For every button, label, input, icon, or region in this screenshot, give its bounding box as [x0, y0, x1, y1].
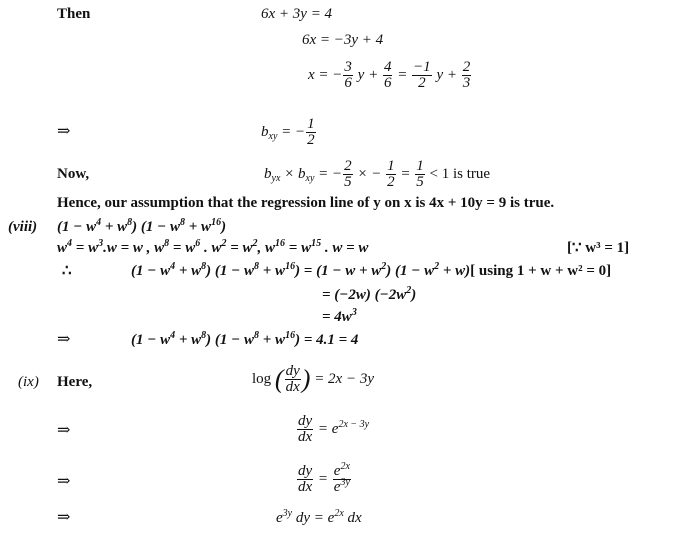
implies-arrow: ⇒ — [57, 331, 71, 348]
therefore-expression: $(1 - w^4 + w^8)$ $(1 - w^8 + w^{16}) = (1 - w + w^2)$ $(1 - w^2 + w)$[ using 1 + w + w² = 0] — [131, 261, 612, 279]
equation-log: log ( $\frac{dy}{dx}$ ) = 2x − 3y — [252, 363, 374, 396]
using-note: [ using 1 + w + w² = 0] — [470, 263, 612, 279]
equation-result: $(1 - w^4 + w^8)$ $(1 - w^8 + w^{16}) = 4.1 = 4$ — [131, 330, 359, 348]
equation-line-2: 6x = −3y + 4 — [302, 32, 384, 48]
implies-arrow: ⇒ — [57, 473, 71, 490]
implies-arrow: ⇒ — [57, 509, 71, 526]
implies-arrow: ⇒ — [57, 123, 71, 140]
label-viii: (viii) — [8, 219, 38, 235]
conclusion-text: Hence, our assumption that the regression line of y on x is 4x + 10y = 9 is true. — [57, 195, 555, 211]
equation-exp: $\frac{dy}{dx}$ = $e^{2x - 3y}$ — [298, 413, 370, 446]
equation-2w: = (−2w) $(-2w^2)$ — [322, 285, 417, 303]
equation-ratio: $\frac{dy}{dx}$ = $\frac{e^{2x}}{e^{3y}}$ — [298, 461, 350, 496]
equation-product: $b_{yx} \times b_{xy}$ = − $\frac{2}{5}$ × − $\frac{1}{2}$ = $\frac{1}{5}$ < 1 is true — [264, 158, 491, 191]
equation-separated: $e^{3y}$ dy = $e^{2x}$ dx — [276, 508, 362, 526]
viii-expression: $(1 - w^4 + w^8)$ $(1 - w^8 + w^{16})$ — [57, 217, 227, 235]
label-here: Here, — [57, 374, 93, 390]
result-text: = 4.1 = 4 — [303, 332, 359, 348]
equation-line-3: x = − $\frac{3}{6}$ y + $\frac{4}{6}$ = $\frac{-1}{2}$ y + $\frac{2}{3}$ — [308, 59, 471, 92]
log-rhs: = 2x − 3y — [314, 371, 374, 387]
w-powers-line: $w^4 = w^3.w = w$ , $w^8 = w^6$ . $w^2 = w^2$, $w^{16} = w^{15}$ . w = w — [57, 238, 369, 256]
equation-line-1: 6x + 3y = 4 — [261, 6, 333, 22]
reason-w3: [∵ w³ = 1] — [567, 240, 630, 256]
label-ix: (ix) — [18, 374, 39, 390]
implies-arrow: ⇒ — [57, 422, 71, 439]
equation-4w3: = $4w^3$ — [322, 307, 357, 325]
label-then: Then — [57, 6, 91, 22]
label-now: Now, — [57, 166, 90, 182]
is-true-text: < 1 is true — [429, 166, 491, 182]
therefore-symbol: ∴ — [62, 263, 72, 279]
exp-power: 2x − 3y — [338, 419, 370, 430]
equation-bxy: $b_{xy}$ = − $\frac{1}{2}$ — [261, 116, 315, 149]
